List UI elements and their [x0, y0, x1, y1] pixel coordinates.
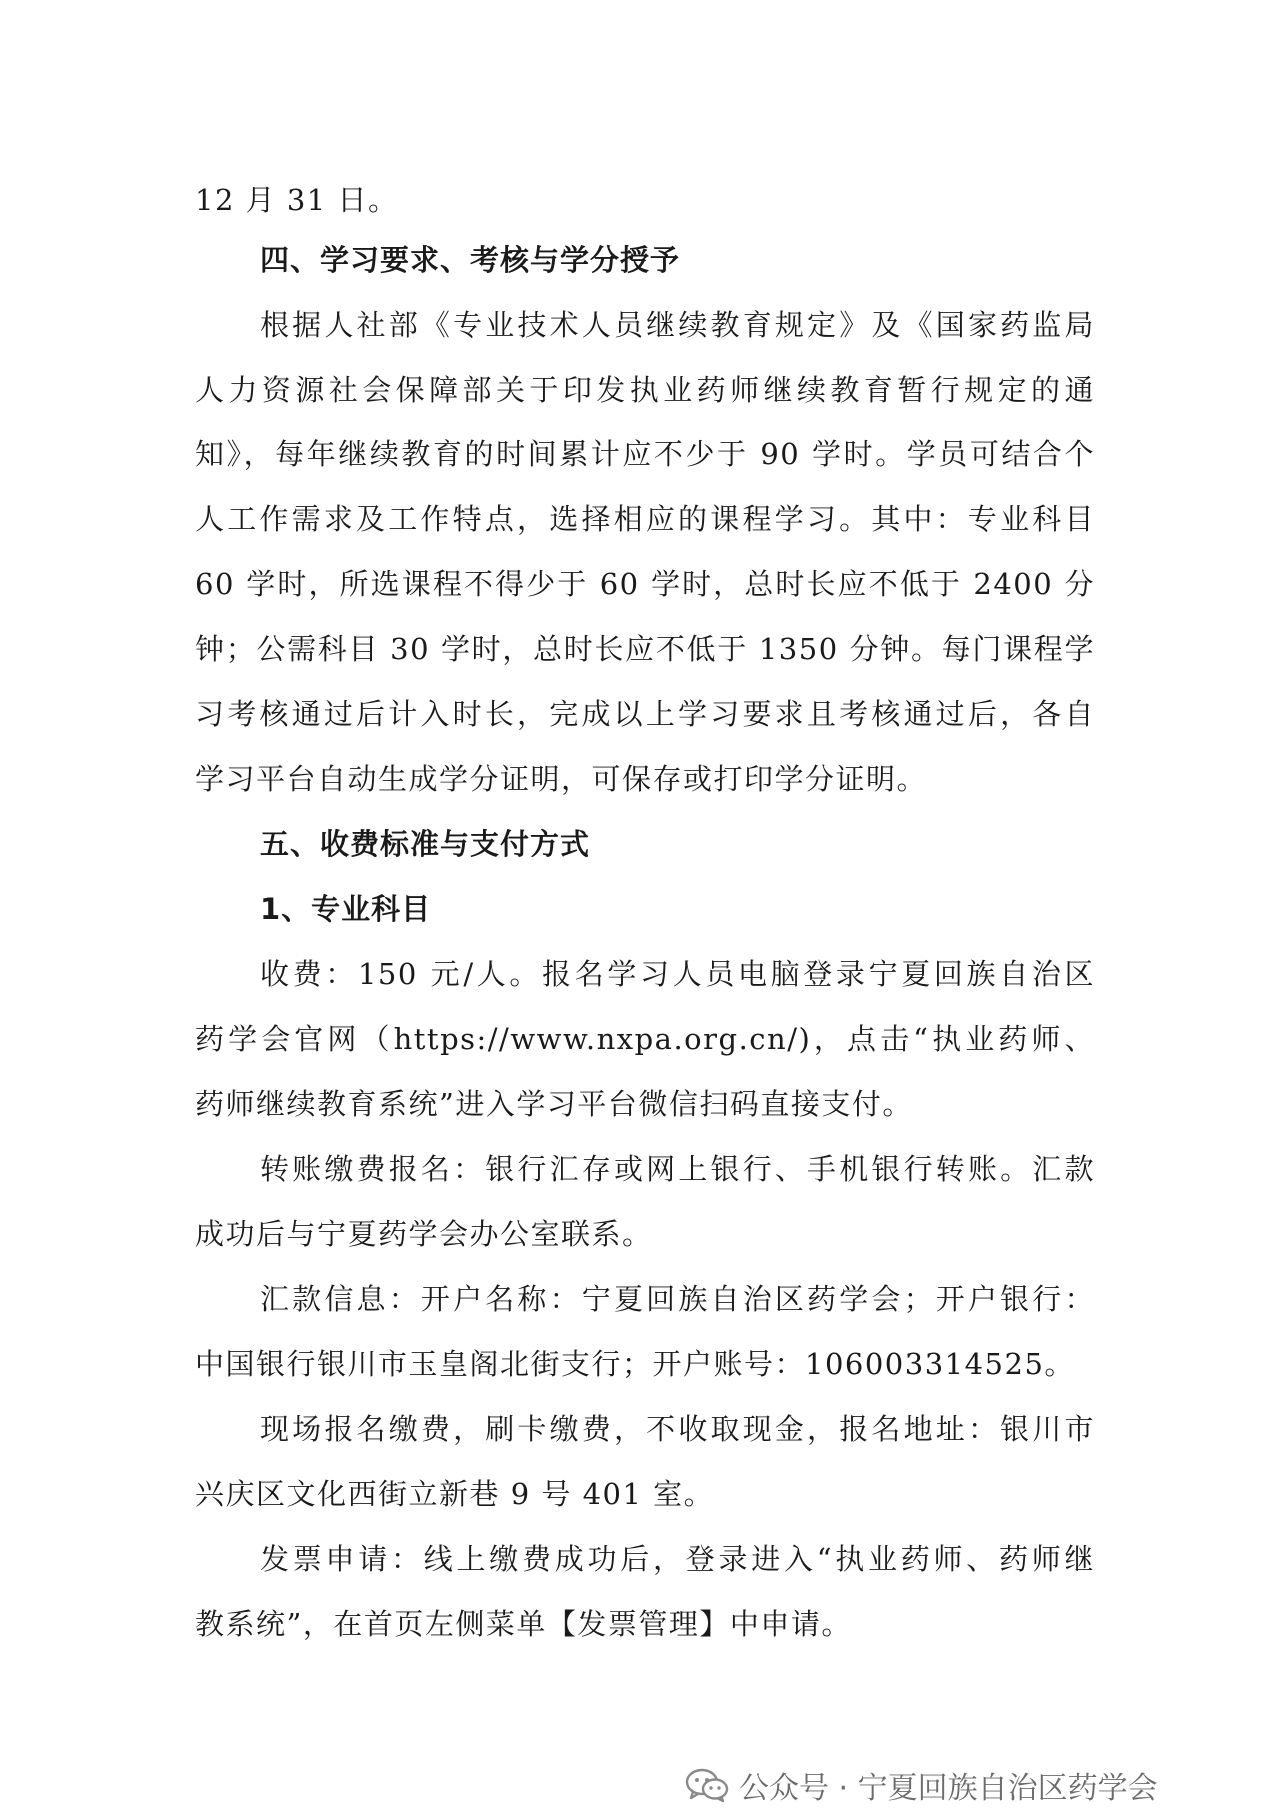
section-heading: 五、收费标准与支付方式: [260, 827, 591, 861]
text-line: 发票申请：线上缴费成功后，登录进入“执业药师、药师继: [260, 1542, 1095, 1576]
text-line: 知》，每年继续教育的时间累计应不少于 90 学时。学员可结合个: [195, 437, 1095, 471]
wechat-icon: [685, 1767, 729, 1803]
section-heading: 四、学习要求、考核与学分授予: [260, 243, 681, 277]
text-line: 根据人社部《专业技术人员继续教育规定》及《国家药监局: [260, 308, 1095, 342]
text-line: 人力资源社会保障部关于印发执业药师继续教育暂行规定的通: [195, 373, 1095, 407]
text-line: 60 学时，所选课程不得少于 60 学时，总时长应不低于 2400 分: [195, 567, 1095, 601]
text-line: 教系统”，在首页左侧菜单【发票管理】中申请。: [195, 1607, 852, 1641]
text-line: 钟；公需科目 30 学时，总时长应不低于 1350 分钟。每门课程学: [195, 632, 1095, 666]
text-line: 转账缴费报名：银行汇存或网上银行、手机银行转账。汇款: [260, 1152, 1095, 1186]
text-line: 成功后与宁夏药学会办公室联系。: [195, 1217, 653, 1251]
text-line: 汇款信息：开户名称：宁夏回族自治区药学会；开户银行：: [260, 1282, 1095, 1316]
text-line: 学习平台自动生成学分证明，可保存或打印学分证明。: [195, 762, 928, 796]
text-line: 收费：150 元/人。报名学习人员电脑登录宁夏回族自治区: [260, 957, 1095, 991]
wechat-watermark: [685, 1765, 1158, 1805]
text-line: 中国银行银川市玉皇阁北街支行；开户账号：106003314525。: [195, 1347, 1075, 1381]
text-line: 12 月 31 日。: [195, 183, 399, 217]
text-line: 药师继续教育系统”进入学习平台微信扫码直接支付。: [195, 1087, 913, 1121]
text-line: 兴庆区文化西街立新巷 9 号 401 室。: [195, 1477, 715, 1511]
subsection-heading: 1、专业科目: [260, 892, 432, 926]
text-line: 人工作需求及工作特点，选择相应的课程学习。其中：专业科目: [195, 502, 1095, 536]
text-line: 药学会官网（https://www.nxpa.org.cn/)，点击“执业药师、: [195, 1022, 1095, 1056]
watermark-text: 公众号 · 宁夏回族自治区药学会: [739, 1771, 1158, 1806]
text-line: 现场报名缴费，刷卡缴费，不收取现金，报名地址：银川市: [260, 1412, 1095, 1446]
text-line: 习考核通过后计入时长，完成以上学习要求且考核通过后，各自: [195, 697, 1095, 731]
